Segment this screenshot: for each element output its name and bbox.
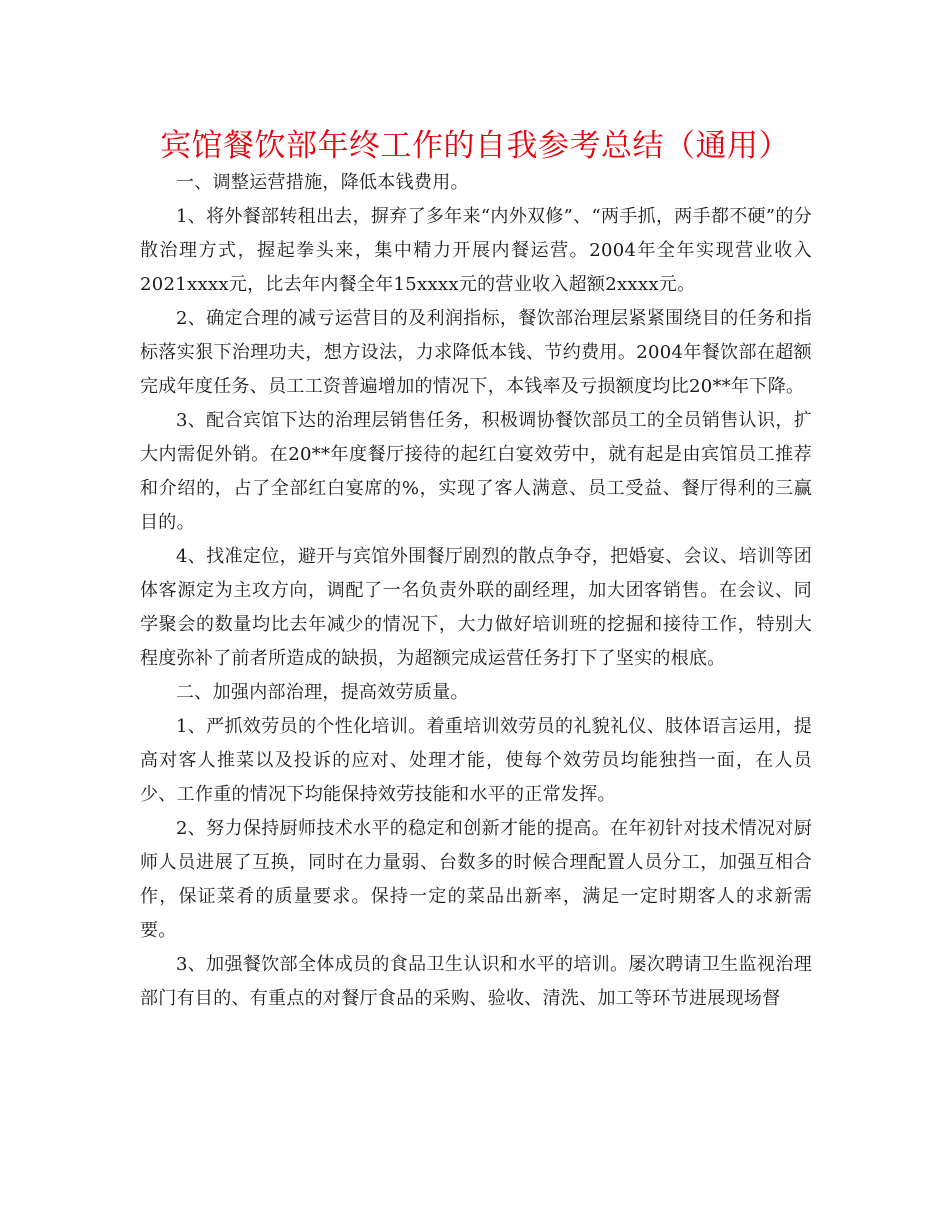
document-title: 宾馆餐饮部年终工作的自我参考总结（通用） xyxy=(160,128,790,164)
paragraph: 2、努力保持厨师技术水平的稳定和创新才能的提高。在年初针对技术情况对厨师人员进展了互换，同时在力量弱、台数多的时候合理配置人员分工，加强互相合作，保证菜肴的质量要求。保持一定的菜品出新率，满足一定时期客人的求新需要。 xyxy=(140,818,812,941)
paragraph: 1、严抓效劳员的个性化培训。着重培训效劳员的礼貌礼仪、肢体语言运用，提高对客人推菜以及投诉的应对、处理才能，使每个效劳员均能独挡一面，在人员少、工作重的情况下均能保持效劳技能和水平的正常发挥。 xyxy=(140,716,812,805)
paragraph: 3、加强餐饮部全体成员的食品卫生认识和水平的培训。屡次聘请卫生监视治理部门有目的、有重点的对餐厅食品的采购、验收、清洗、加工等环节进展现场督 xyxy=(140,954,812,1009)
section-heading-2: 二、加强内部治理，提高效劳质量。 xyxy=(176,682,469,703)
paragraph: 2、确定合理的减亏运营目的及利润指标，餐饮部治理层紧紧围绕目的任务和指标落实狠下治理功夫，想方设法，力求降低本钱、节约费用。2004年餐饮部在超额完成年度任务、员工工资普遍增加的情况下，本钱率及亏损额度均比20**年下降。 xyxy=(140,308,812,397)
paragraph: 3、配合宾馆下达的治理层销售任务，积极调协餐饮部员工的全员销售认识，扩大内需促外销。在20**年度餐厅接待的起红白宴效劳中，就有起是由宾馆员工推荐和介绍的，占了全部红白宴席的%，实现了客人满意、员工受益、餐厅得利的三赢目的。 xyxy=(140,410,812,533)
document-body xyxy=(140,166,812,1016)
section-heading-1: 一、调整运营措施，降低本钱费用。 xyxy=(176,172,469,193)
paragraph: 4、找准定位，避开与宾馆外围餐厅剧烈的散点争夺，把婚宴、会议、培训等团体客源定为主攻方向，调配了一名负责外联的副经理，加大团客销售。在会议、同学聚会的数量均比去年减少的情况下，大力做好培训班的挖掘和接待工作，特别大程度弥补了前者所造成的缺损，为超额完成运营任务打下了坚实的根底。 xyxy=(140,546,812,669)
paragraph: 1、将外餐部转租出去，摒弃了多年来“内外双修”、“两手抓，两手都不硬”的分散治理方式，握起拳头来，集中精力开展内餐运营。2004年全年实现营业收入2021xxxx元，比去年内餐全年15xxxx元的营业收入超额2xxxx元。 xyxy=(140,206,812,295)
